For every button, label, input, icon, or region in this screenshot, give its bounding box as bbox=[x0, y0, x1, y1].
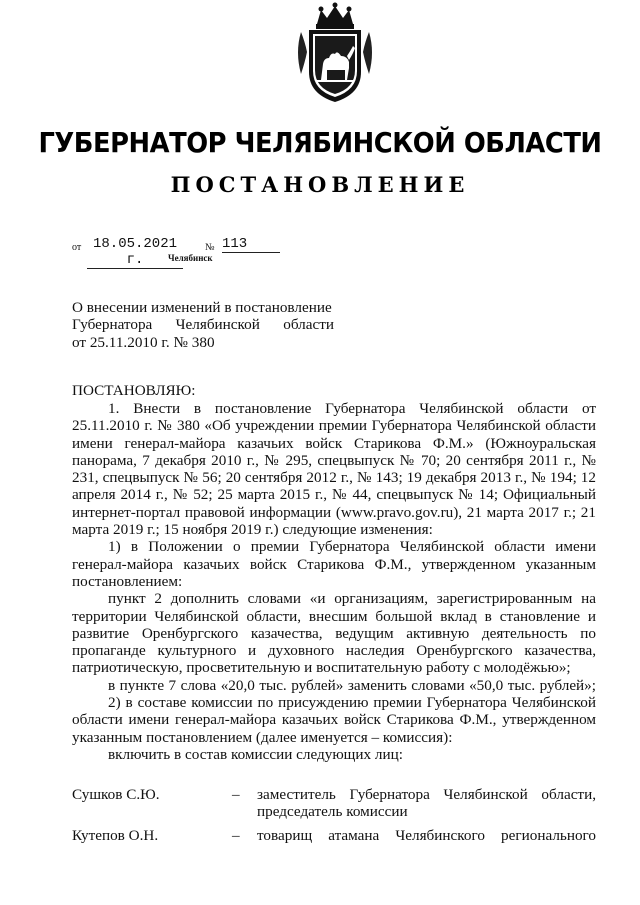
coat-of-arms-emblem bbox=[291, 2, 379, 106]
member-name: Сушков С.Ю. bbox=[72, 786, 160, 803]
document-date: 18.05.2021 г. bbox=[87, 236, 183, 269]
subject-line: О внесении изменений в постановление bbox=[72, 299, 332, 316]
date-prefix: от bbox=[72, 242, 82, 253]
member-role: председатель комиссии bbox=[257, 803, 408, 821]
document-type: ПОСТАНОВЛЕНИЕ bbox=[170, 172, 470, 197]
member-name: Кутепов О.Н. bbox=[72, 826, 159, 844]
city-label: Челябинск bbox=[168, 253, 213, 263]
member-dash: – bbox=[232, 786, 240, 803]
number-prefix: № bbox=[205, 242, 215, 253]
subject-line: от 25.11.2010 г. № 380 bbox=[72, 333, 215, 351]
paragraph: 1. Внести в постановление Губернатора Челябинской области от 25.11.2010 г. № 380 «Об учреждении премии Губернатора Челябинской области имени генерал-майора казачьих войск Старикова Ф.М.» (Южноуральская панорама, 7 декабря 2010 г., № 295, спецвыпуск № 70; 20 сентября 2011 г., № 231, спецвыпуск № 56; 20 сентября 2012 г., № 143; 19 декабря 2013 г., № 194; 12 апреля 2014 г., № 52; 25 марта 2015 г., № 44, спецвыпуск № 14; Официальный интернет-портал правовой информации (www.pravo.gov.ru), 21 марта 2017 г.; 21 марта 2019 г.; 15 ноября 2019 г.) следующие изменения: bbox=[72, 400, 596, 539]
paragraph: включить в состав комиссии следующих лиц: bbox=[108, 745, 403, 763]
commission-members bbox=[72, 786, 596, 844]
member-row bbox=[72, 827, 596, 844]
member-row-continuation bbox=[72, 803, 596, 820]
paragraph: пункт 2 дополнить словами «и организациям, зарегистрированным на территории Челябинской области, внесшим большой вклад в становление и развитие Оренбургского казачества, ведущим активную деятельность по пропаганде культурного и духовного наследия Оренбургского казачества, патриотическую, просветительную и воспитательную работу с молодёжью»; bbox=[72, 590, 596, 677]
document-body bbox=[72, 400, 596, 763]
member-dash: – bbox=[232, 826, 240, 844]
paragraph: в пункте 7 слова «20,0 тыс. рублей» заменить словами «50,0 тыс. рублей»; bbox=[108, 676, 596, 694]
subject-line: Губернатора Челябинской области bbox=[72, 316, 334, 334]
document-subject bbox=[72, 299, 334, 351]
member-row bbox=[72, 786, 596, 803]
member-role: заместитель Губернатора Челябинской области, bbox=[257, 786, 596, 803]
document-number: 113 bbox=[222, 236, 280, 253]
resolve-heading: ПОСТАНОВЛЯЮ: bbox=[72, 382, 196, 399]
member-role: товарищ атамана Челябинского регионального bbox=[257, 826, 596, 844]
paragraph: 1) в Положении о премии Губернатора Челябинской области имени генерал-майора казачьих войск Старикова Ф.М., утвержденном указанным постановлением: bbox=[72, 538, 596, 590]
document-title: ГУБЕРНАТОР ЧЕЛЯБИНСКОЙ ОБЛАСТИ bbox=[38, 126, 602, 159]
paragraph: 2) в составе комиссии по присуждению премии Губернатора Челябинской области имени генерал-майора казачьих войск Старикова Ф.М., утвержденном указанным постановлением (далее именуется – комиссия): bbox=[72, 694, 596, 746]
